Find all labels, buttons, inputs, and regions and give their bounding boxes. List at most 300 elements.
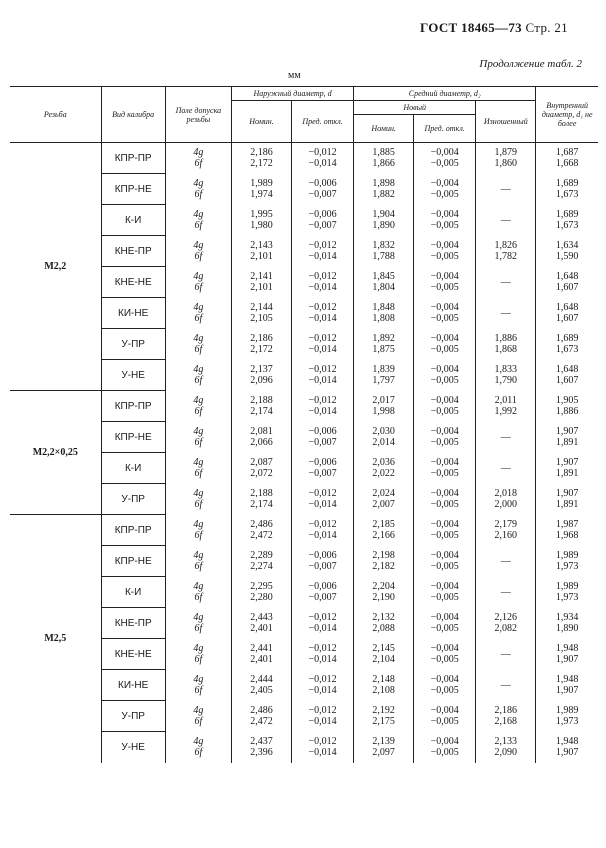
worn-cell-value: 2,179 <box>494 519 518 530</box>
outer-deviation-cell-value: −0,014 <box>308 530 337 541</box>
tolerance-cell-value: 4g <box>193 209 204 220</box>
inner-diameter-cell <box>536 670 598 701</box>
middle-nominal-cell-value: 1,804 <box>372 282 395 293</box>
tolerance-cell-value: 6f <box>194 406 203 417</box>
gauge-kind-cell: У-ПР <box>101 329 165 360</box>
middle-deviation-cell <box>414 174 476 205</box>
tolerance-cell-value: 6f <box>194 499 203 510</box>
outer-nominal-cell-value: 2,186 <box>250 333 273 344</box>
worn-cell <box>476 608 536 639</box>
tolerance-cell-value: 4g <box>193 612 204 623</box>
outer-deviation-cell-value: −0,007 <box>308 189 337 200</box>
outer-deviation-cell-value: −0,014 <box>308 685 337 696</box>
outer-deviation-cell <box>292 670 354 701</box>
outer-nominal-cell <box>231 236 291 267</box>
tolerance-cell-value: 6f <box>194 592 203 603</box>
col-outer-nominal: Номин. <box>231 101 291 143</box>
outer-nominal-cell-value: 2,289 <box>250 550 273 561</box>
outer-nominal-cell <box>231 174 291 205</box>
outer-nominal-cell <box>231 298 291 329</box>
outer-nominal-cell-value: 2,188 <box>250 395 273 406</box>
tolerance-cell-value: 6f <box>194 623 203 634</box>
inner-diameter-cell <box>536 143 598 174</box>
gauge-kind-cell: К-И <box>101 205 165 236</box>
inner-diameter-cell-value: 1,907 <box>555 747 579 758</box>
gauge-kind-cell: У-ПР <box>101 484 165 515</box>
outer-deviation-cell-value: −0,012 <box>308 302 337 313</box>
col-worn: Изношенный <box>476 101 536 143</box>
middle-deviation-cell-value: −0,004 <box>430 364 459 375</box>
gauge-kind-cell: КНЕ-ПР <box>101 608 165 639</box>
worn-cell-value: 1,879 <box>494 147 518 159</box>
middle-deviation-cell-value: −0,004 <box>430 333 459 344</box>
outer-nominal-cell-value: 2,486 <box>250 705 273 716</box>
worn-cell-value: 1,868 <box>494 344 518 355</box>
outer-deviation-cell <box>292 608 354 639</box>
middle-deviation-cell-value: −0,005 <box>430 685 459 696</box>
col-middle-nominal: Номин. <box>354 115 414 143</box>
outer-deviation-cell-value: −0,006 <box>308 209 337 220</box>
middle-deviation-cell-value: −0,004 <box>430 736 459 747</box>
middle-deviation-cell-value: −0,004 <box>430 395 459 406</box>
tolerance-cell-value: 4g <box>193 333 204 344</box>
worn-cell-value: 2,168 <box>494 716 518 727</box>
middle-nominal-cell <box>354 670 414 701</box>
tolerance-cell-value: 4g <box>193 178 204 189</box>
inner-diameter-cell-value: 1,689 <box>555 178 579 189</box>
inner-diameter-cell-value: 1,891 <box>555 499 579 510</box>
tolerance-cell <box>165 701 231 732</box>
outer-deviation-cell-value: −0,012 <box>308 488 337 499</box>
inner-diameter-cell <box>536 639 598 670</box>
middle-nominal-cell <box>354 732 414 763</box>
inner-diameter-cell-value: 1,968 <box>555 530 579 541</box>
middle-nominal-cell-value: 2,022 <box>372 468 395 479</box>
tolerance-cell <box>165 174 231 205</box>
outer-nominal-cell-value: 2,472 <box>250 530 273 541</box>
inner-diameter-cell-value: 1,905 <box>555 395 579 406</box>
outer-deviation-cell <box>292 205 354 236</box>
middle-nominal-cell-value: 2,175 <box>372 716 395 727</box>
middle-nominal-cell-value: 2,198 <box>372 550 395 561</box>
outer-deviation-cell <box>292 453 354 484</box>
outer-nominal-cell-value: 2,188 <box>250 488 273 499</box>
inner-diameter-cell-value: 1,590 <box>555 251 579 262</box>
worn-cell-value: 1,790 <box>494 375 518 386</box>
middle-nominal-cell-value: 1,866 <box>372 158 395 170</box>
tolerance-cell-value: 6f <box>194 654 203 665</box>
outer-deviation-cell-value: −0,014 <box>308 344 337 355</box>
thread-designation: М2,2 <box>10 143 101 391</box>
col-middle-deviation: Пред. откл. <box>414 115 476 143</box>
outer-deviation-cell <box>292 143 354 174</box>
continuation-note: Продолжение табл. 2 <box>479 58 582 70</box>
inner-diameter-cell <box>536 484 598 515</box>
inner-diameter-cell-value: 1,891 <box>555 437 579 448</box>
outer-nominal-cell-value: 2,441 <box>250 643 273 654</box>
inner-diameter-cell-value: 1,907 <box>555 457 579 468</box>
gauge-kind-cell: У-ПР <box>101 701 165 732</box>
middle-deviation-cell-value: −0,005 <box>430 623 459 634</box>
outer-nominal-cell <box>231 732 291 763</box>
middle-nominal-cell-value: 1,890 <box>372 220 395 231</box>
middle-deviation-cell-value: −0,005 <box>430 468 459 479</box>
worn-cell-value: 2,126 <box>494 612 518 623</box>
inner-diameter-cell <box>536 577 598 608</box>
outer-deviation-cell <box>292 639 354 670</box>
outer-deviation-cell-value: −0,014 <box>308 406 337 417</box>
outer-deviation-cell <box>292 546 354 577</box>
middle-nominal-cell-value: 1,839 <box>372 364 395 375</box>
middle-deviation-cell-value: −0,004 <box>430 488 459 499</box>
inner-diameter-cell <box>536 732 598 763</box>
inner-diameter-cell <box>536 422 598 453</box>
middle-deviation-cell <box>414 143 476 174</box>
outer-deviation-cell-value: −0,007 <box>308 468 337 479</box>
middle-deviation-cell-value: −0,004 <box>430 209 459 220</box>
col-outer-diameter: Наружный диаметр, d <box>231 87 353 101</box>
col-new: Новый <box>354 101 476 115</box>
middle-deviation-cell-value: −0,005 <box>430 220 459 231</box>
outer-deviation-cell <box>292 515 354 546</box>
middle-deviation-cell-value: −0,005 <box>430 406 459 417</box>
middle-deviation-cell <box>414 236 476 267</box>
middle-nominal-cell-value: 2,088 <box>372 623 395 634</box>
worn-cell <box>476 236 536 267</box>
worn-cell-value: — <box>500 586 511 598</box>
middle-nominal-cell <box>354 236 414 267</box>
middle-nominal-cell <box>354 484 414 515</box>
worn-cell-value: 2,186 <box>494 705 518 716</box>
worn-cell <box>476 391 536 422</box>
middle-deviation-cell <box>414 515 476 546</box>
unit-label: мм <box>288 70 301 81</box>
middle-nominal-cell <box>354 267 414 298</box>
inner-diameter-cell-value: 1,886 <box>555 406 579 417</box>
middle-nominal-cell-value: 2,204 <box>372 581 395 592</box>
middle-nominal-cell <box>354 608 414 639</box>
worn-cell <box>476 143 536 174</box>
middle-deviation-cell-value: −0,004 <box>430 271 459 282</box>
tolerance-cell <box>165 422 231 453</box>
middle-nominal-cell-value: 2,007 <box>372 499 395 510</box>
worn-cell-value: — <box>500 679 511 691</box>
outer-nominal-cell-value: 2,443 <box>250 612 273 623</box>
inner-diameter-cell <box>536 360 598 391</box>
outer-nominal-cell-value: 1,974 <box>250 189 273 200</box>
inner-diameter-cell-value: 1,989 <box>555 550 579 561</box>
middle-nominal-cell <box>354 422 414 453</box>
middle-deviation-cell-value: −0,004 <box>430 519 459 530</box>
inner-diameter-cell-value: 1,891 <box>555 468 579 479</box>
inner-diameter-cell <box>536 515 598 546</box>
outer-nominal-cell-value: 2,105 <box>250 313 273 324</box>
outer-nominal-cell-value: 2,274 <box>250 561 273 572</box>
inner-diameter-cell-value: 1,634 <box>555 240 579 251</box>
inner-diameter-cell-value: 1,948 <box>555 736 579 747</box>
middle-deviation-cell-value: −0,005 <box>430 375 459 386</box>
middle-deviation-cell-value: −0,005 <box>430 716 459 727</box>
tolerance-cell-value: 4g <box>193 457 204 468</box>
tolerance-cell-value: 6f <box>194 251 203 262</box>
outer-deviation-cell <box>292 391 354 422</box>
outer-deviation-cell-value: −0,014 <box>308 158 337 170</box>
outer-deviation-cell-value: −0,014 <box>308 716 337 727</box>
col-tolerance: Поле допуска резьбы <box>165 87 231 143</box>
middle-nominal-cell-value: 2,030 <box>372 426 395 437</box>
worn-cell-value: — <box>500 276 511 288</box>
outer-nominal-cell-value: 2,444 <box>250 674 273 685</box>
worn-cell-value: — <box>500 431 511 443</box>
middle-nominal-cell <box>354 546 414 577</box>
gauge-kind-cell: КПР-НЕ <box>101 174 165 205</box>
middle-deviation-cell-value: −0,005 <box>430 561 459 572</box>
middle-nominal-cell-value: 2,104 <box>372 654 395 665</box>
tolerance-cell-value: 4g <box>193 643 204 654</box>
gauge-kind-cell: К-И <box>101 453 165 484</box>
tolerance-cell <box>165 205 231 236</box>
middle-deviation-cell <box>414 453 476 484</box>
worn-cell <box>476 484 536 515</box>
outer-nominal-cell <box>231 577 291 608</box>
middle-deviation-cell <box>414 267 476 298</box>
inner-diameter-cell-value: 1,689 <box>555 209 579 220</box>
tolerance-cell <box>165 484 231 515</box>
gauge-kind-cell: КПР-НЕ <box>101 546 165 577</box>
middle-deviation-cell <box>414 546 476 577</box>
middle-deviation-cell <box>414 205 476 236</box>
tolerance-cell-value: 4g <box>193 488 204 499</box>
tolerance-cell <box>165 515 231 546</box>
outer-nominal-cell-value: 2,144 <box>250 302 273 313</box>
outer-nominal-cell <box>231 267 291 298</box>
outer-nominal-cell <box>231 422 291 453</box>
tolerance-cell-value: 6f <box>194 468 203 479</box>
middle-nominal-cell-value: 1,882 <box>372 189 395 200</box>
inner-diameter-cell <box>536 329 598 360</box>
middle-nominal-cell <box>354 515 414 546</box>
outer-deviation-cell <box>292 732 354 763</box>
outer-nominal-cell-value: 2,186 <box>250 147 273 159</box>
worn-cell-value: 1,826 <box>494 240 518 251</box>
middle-nominal-cell-value: 2,166 <box>372 530 395 541</box>
middle-deviation-cell-value: −0,004 <box>430 581 459 592</box>
outer-deviation-cell-value: −0,012 <box>308 736 337 747</box>
inner-diameter-cell-value: 1,948 <box>555 643 579 654</box>
outer-nominal-cell-value: 2,174 <box>250 499 273 510</box>
tolerance-cell <box>165 732 231 763</box>
middle-deviation-cell-value: −0,004 <box>430 550 459 561</box>
middle-nominal-cell-value: 2,014 <box>372 437 395 448</box>
inner-diameter-cell-value: 1,907 <box>555 654 579 665</box>
worn-cell <box>476 515 536 546</box>
middle-nominal-cell-value: 2,182 <box>372 561 395 572</box>
tolerance-cell-value: 4g <box>193 364 204 375</box>
gauge-kind-cell: КПР-ПР <box>101 515 165 546</box>
middle-deviation-cell <box>414 298 476 329</box>
middle-deviation-cell <box>414 639 476 670</box>
worn-cell-value: 1,886 <box>494 333 518 344</box>
middle-nominal-cell-value: 2,148 <box>372 674 395 685</box>
middle-nominal-cell-value: 1,904 <box>372 209 395 220</box>
gauge-kind-cell: КНЕ-ПР <box>101 236 165 267</box>
worn-cell <box>476 732 536 763</box>
middle-nominal-cell-value: 2,108 <box>372 685 395 696</box>
outer-nominal-cell-value: 2,101 <box>250 251 273 262</box>
tolerance-cell <box>165 267 231 298</box>
outer-deviation-cell-value: −0,007 <box>308 592 337 603</box>
middle-deviation-cell-value: −0,005 <box>430 437 459 448</box>
tolerance-cell-value: 4g <box>193 426 204 437</box>
tolerance-cell-value: 4g <box>193 550 204 561</box>
worn-cell-value: 2,011 <box>494 395 517 406</box>
worn-cell <box>476 205 536 236</box>
middle-deviation-cell-value: −0,005 <box>430 592 459 603</box>
tolerance-cell-value: 4g <box>193 674 204 685</box>
gauge-kind-cell: КПР-ПР <box>101 391 165 422</box>
outer-nominal-cell <box>231 484 291 515</box>
col-outer-deviation: Пред. откл. <box>292 101 354 143</box>
middle-nominal-cell-value: 2,145 <box>372 643 395 654</box>
tolerance-cell <box>165 608 231 639</box>
outer-nominal-cell-value: 2,280 <box>250 592 273 603</box>
tolerance-cell-value: 4g <box>193 736 204 747</box>
outer-deviation-cell <box>292 422 354 453</box>
gauge-kind-cell: КПР-НЕ <box>101 422 165 453</box>
outer-deviation-cell-value: −0,014 <box>308 251 337 262</box>
inner-diameter-cell-value: 1,673 <box>555 220 579 231</box>
tolerance-cell-value: 6f <box>194 747 203 758</box>
table-row <box>10 143 598 174</box>
outer-nominal-cell-value: 2,081 <box>250 426 273 437</box>
middle-deviation-cell-value: −0,004 <box>430 674 459 685</box>
worn-cell-value: 2,000 <box>494 499 518 510</box>
outer-nominal-cell-value: 2,396 <box>250 747 273 758</box>
inner-diameter-cell-value: 1,973 <box>555 716 579 727</box>
outer-deviation-cell-value: −0,014 <box>308 623 337 634</box>
middle-nominal-cell-value: 1,998 <box>372 406 395 417</box>
middle-nominal-cell-value: 1,892 <box>372 333 395 344</box>
outer-nominal-cell-value: 1,995 <box>250 209 273 220</box>
tolerance-cell-value: 6f <box>194 282 203 293</box>
inner-diameter-cell-value: 1,673 <box>555 344 579 355</box>
middle-deviation-cell-value: −0,005 <box>430 344 459 355</box>
outer-deviation-cell-value: −0,014 <box>308 747 337 758</box>
outer-deviation-cell-value: −0,007 <box>308 561 337 572</box>
worn-cell <box>476 577 536 608</box>
tolerance-cell-value: 4g <box>193 271 204 282</box>
outer-nominal-cell <box>231 329 291 360</box>
outer-deviation-cell-value: −0,006 <box>308 178 337 189</box>
outer-nominal-cell-value: 1,989 <box>250 178 273 189</box>
outer-deviation-cell-value: −0,014 <box>308 499 337 510</box>
inner-diameter-cell <box>536 453 598 484</box>
outer-deviation-cell-value: −0,006 <box>308 550 337 561</box>
tolerance-cell <box>165 546 231 577</box>
outer-nominal-cell-value: 2,437 <box>250 736 273 747</box>
inner-diameter-cell-value: 1,987 <box>555 519 579 530</box>
inner-diameter-cell-value: 1,648 <box>555 271 579 282</box>
tolerance-cell-value: 6f <box>194 344 203 355</box>
worn-cell <box>476 360 536 391</box>
worn-cell-value: — <box>500 555 511 567</box>
middle-nominal-cell-value: 2,017 <box>372 395 395 406</box>
outer-deviation-cell-value: −0,012 <box>308 674 337 685</box>
worn-cell-value: 1,860 <box>494 158 518 170</box>
middle-deviation-cell <box>414 484 476 515</box>
inner-diameter-cell-value: 1,689 <box>555 333 579 344</box>
outer-nominal-cell <box>231 608 291 639</box>
middle-nominal-cell-value: 2,139 <box>372 736 395 747</box>
tolerance-cell-value: 6f <box>194 561 203 572</box>
thread-gauge-table <box>10 86 598 763</box>
middle-deviation-cell-value: −0,004 <box>430 147 459 159</box>
tolerance-cell <box>165 639 231 670</box>
middle-deviation-cell <box>414 732 476 763</box>
gauge-kind-cell: КНЕ-НЕ <box>101 639 165 670</box>
outer-nominal-cell-value: 2,087 <box>250 457 273 468</box>
thread-designation: М2,2×0,25 <box>10 391 101 515</box>
tolerance-cell-value: 4g <box>193 519 204 530</box>
middle-deviation-cell-value: −0,005 <box>430 313 459 324</box>
middle-nominal-cell-value: 2,132 <box>372 612 395 623</box>
tolerance-cell-value: 6f <box>194 437 203 448</box>
middle-deviation-cell-value: −0,004 <box>430 240 459 251</box>
tolerance-cell <box>165 670 231 701</box>
outer-deviation-cell <box>292 329 354 360</box>
middle-deviation-cell-value: −0,004 <box>430 426 459 437</box>
inner-diameter-cell-value: 1,648 <box>555 364 579 375</box>
worn-cell <box>476 329 536 360</box>
outer-nominal-cell-value: 2,172 <box>250 158 273 170</box>
worn-cell <box>476 267 536 298</box>
worn-cell-value: 1,833 <box>494 364 518 375</box>
gauge-kind-cell: У-НЕ <box>101 360 165 391</box>
tolerance-cell-value: 6f <box>194 313 203 324</box>
outer-deviation-cell-value: −0,012 <box>308 519 337 530</box>
inner-diameter-cell <box>536 236 598 267</box>
inner-diameter-cell <box>536 174 598 205</box>
tolerance-cell <box>165 298 231 329</box>
outer-deviation-cell-value: −0,014 <box>308 282 337 293</box>
thread-designation: М2,5 <box>10 515 101 763</box>
inner-diameter-cell <box>536 608 598 639</box>
outer-deviation-cell-value: −0,006 <box>308 457 337 468</box>
tolerance-cell <box>165 391 231 422</box>
tolerance-cell <box>165 360 231 391</box>
inner-diameter-cell-value: 1,973 <box>555 561 579 572</box>
outer-nominal-cell-value: 2,143 <box>250 240 273 251</box>
worn-cell <box>476 639 536 670</box>
tolerance-cell-value: 4g <box>193 147 204 159</box>
outer-nominal-cell-value: 2,472 <box>250 716 273 727</box>
inner-diameter-cell-value: 1,668 <box>555 158 579 170</box>
outer-nominal-cell-value: 2,295 <box>250 581 273 592</box>
outer-deviation-cell-value: −0,012 <box>308 705 337 716</box>
inner-diameter-cell-value: 1,907 <box>555 426 579 437</box>
middle-nominal-cell-value: 1,845 <box>372 271 395 282</box>
middle-deviation-cell-value: −0,004 <box>430 302 459 313</box>
middle-deviation-cell-value: −0,004 <box>430 643 459 654</box>
worn-cell-value: 2,160 <box>494 530 518 541</box>
tolerance-cell-value: 6f <box>194 189 203 200</box>
inner-diameter-cell-value: 1,673 <box>555 189 579 200</box>
middle-deviation-cell-value: −0,005 <box>430 654 459 665</box>
outer-nominal-cell <box>231 453 291 484</box>
outer-nominal-cell-value: 1,980 <box>250 220 273 231</box>
outer-deviation-cell-value: −0,006 <box>308 426 337 437</box>
gauge-kind-cell: К-И <box>101 577 165 608</box>
